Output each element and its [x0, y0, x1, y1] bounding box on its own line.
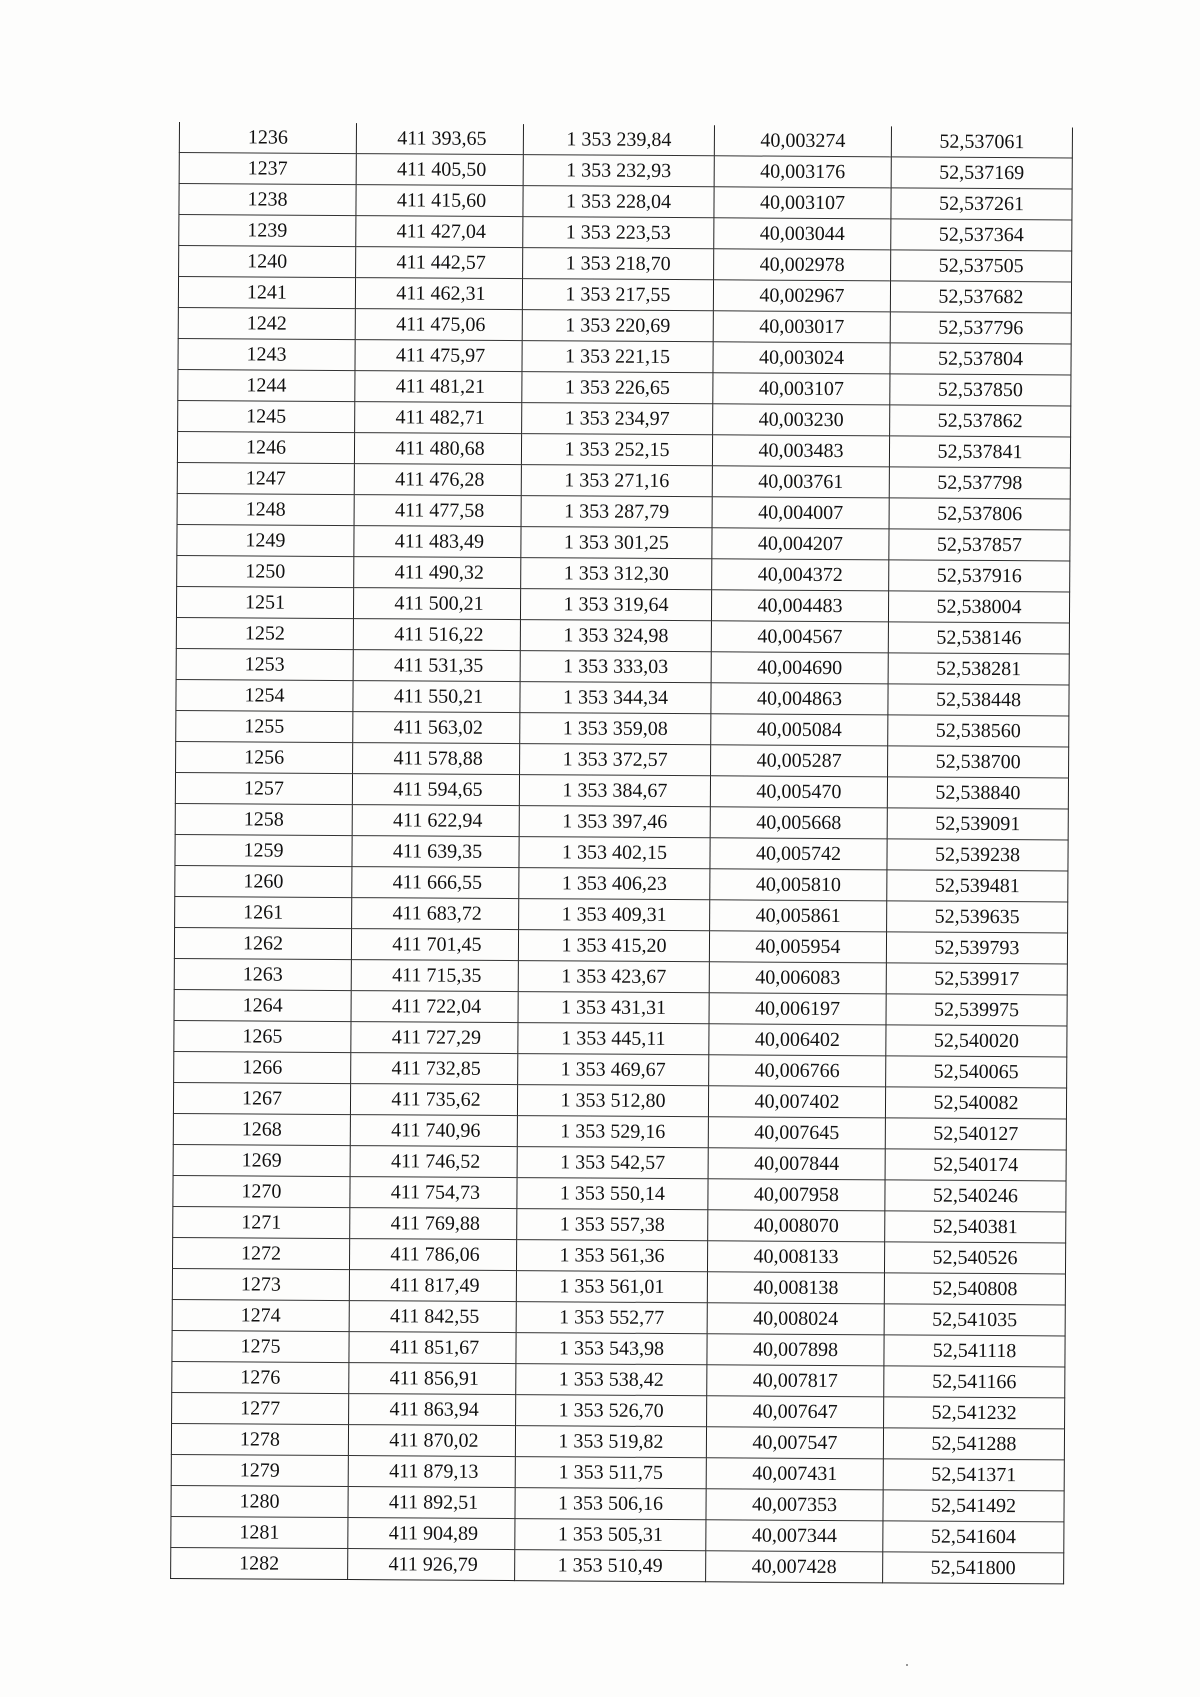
y-coordinate-cell: 1 353 359,08: [520, 713, 711, 745]
longitude-cell: 52,538700: [888, 746, 1069, 778]
x-coordinate-cell: 411 405,50: [356, 154, 523, 186]
latitude-cell: 40,007344: [706, 1520, 883, 1552]
x-coordinate-cell: 411 851,67: [349, 1332, 516, 1364]
point-number-cell: 1262: [174, 927, 351, 959]
y-coordinate-cell: 1 353 223,53: [523, 217, 714, 249]
longitude-cell: 52,540526: [884, 1242, 1065, 1274]
y-coordinate-cell: 1 353 301,25: [521, 527, 712, 559]
point-number-cell: 1269: [173, 1144, 350, 1176]
latitude-cell: 40,008024: [707, 1303, 884, 1335]
longitude-cell: 52,539481: [887, 870, 1068, 902]
y-coordinate-cell: 1 353 506,16: [515, 1488, 706, 1520]
longitude-cell: 52,539091: [887, 808, 1068, 840]
latitude-cell: 40,008138: [707, 1272, 884, 1304]
x-coordinate-cell: 411 476,28: [354, 464, 521, 496]
x-coordinate-cell: 411 482,71: [355, 402, 522, 434]
longitude-cell: 52,540127: [885, 1118, 1066, 1150]
y-coordinate-cell: 1 353 431,31: [518, 992, 709, 1024]
y-coordinate-cell: 1 353 557,38: [517, 1209, 708, 1241]
x-coordinate-cell: 411 746,52: [350, 1146, 517, 1178]
point-number-cell: 1239: [179, 215, 356, 247]
latitude-cell: 40,005861: [710, 900, 887, 932]
latitude-cell: 40,006197: [709, 993, 886, 1025]
point-number-cell: 1252: [176, 617, 353, 649]
longitude-cell: 52,537841: [889, 436, 1070, 468]
latitude-cell: 40,003176: [714, 156, 891, 188]
latitude-cell: 40,007428: [706, 1551, 883, 1583]
latitude-cell: 40,007898: [707, 1334, 884, 1366]
x-coordinate-cell: 411 415,60: [356, 185, 523, 217]
latitude-cell: 40,004007: [712, 497, 889, 529]
longitude-cell: 52,540020: [886, 1025, 1067, 1057]
latitude-cell: 40,007958: [708, 1179, 885, 1211]
x-coordinate-cell: 411 442,57: [356, 247, 523, 279]
point-number-cell: 1249: [177, 524, 354, 556]
point-number-cell: 1273: [172, 1268, 349, 1300]
latitude-cell: 40,005742: [710, 838, 887, 870]
latitude-cell: 40,005810: [710, 869, 887, 901]
y-coordinate-cell: 1 353 529,16: [517, 1116, 708, 1148]
y-coordinate-cell: 1 353 561,36: [516, 1240, 707, 1272]
point-number-cell: 1261: [175, 896, 352, 928]
longitude-cell: 52,537682: [890, 281, 1071, 313]
x-coordinate-cell: 411 842,55: [349, 1301, 516, 1333]
y-coordinate-cell: 1 353 239,84: [523, 124, 714, 156]
x-coordinate-cell: 411 477,58: [354, 495, 521, 527]
x-coordinate-cell: 411 722,04: [351, 991, 518, 1023]
longitude-cell: 52,541800: [883, 1552, 1064, 1584]
point-number-cell: 1245: [178, 400, 355, 432]
point-number-cell: 1242: [178, 307, 355, 339]
longitude-cell: 52,537364: [891, 219, 1072, 251]
longitude-cell: 52,538004: [888, 591, 1069, 623]
longitude-cell: 52,540082: [885, 1087, 1066, 1119]
point-number-cell: 1272: [172, 1237, 349, 1269]
coordinates-table-body: [171, 122, 1073, 1584]
x-coordinate-cell: 411 639,35: [352, 836, 519, 868]
latitude-cell: 40,003230: [713, 404, 890, 436]
latitude-cell: 40,006083: [709, 962, 886, 994]
latitude-cell: 40,002967: [713, 280, 890, 312]
y-coordinate-cell: 1 353 344,34: [520, 682, 711, 714]
longitude-cell: 52,541288: [883, 1428, 1064, 1460]
longitude-cell: 52,539635: [887, 901, 1068, 933]
longitude-cell: 52,540174: [885, 1149, 1066, 1181]
longitude-cell: 52,540808: [884, 1273, 1065, 1305]
latitude-cell: 40,004567: [711, 621, 888, 653]
x-coordinate-cell: 411 817,49: [349, 1270, 516, 1302]
y-coordinate-cell: 1 353 218,70: [523, 248, 714, 280]
x-coordinate-cell: 411 500,21: [353, 588, 520, 620]
longitude-cell: 52,541118: [884, 1335, 1065, 1367]
longitude-cell: 52,537862: [890, 405, 1071, 437]
longitude-cell: 52,538281: [888, 653, 1069, 685]
latitude-cell: 40,005084: [711, 714, 888, 746]
point-number-cell: 1280: [171, 1485, 348, 1517]
point-number-cell: 1251: [176, 586, 353, 618]
y-coordinate-cell: 1 353 384,67: [519, 775, 710, 807]
x-coordinate-cell: 411 666,55: [352, 867, 519, 899]
latitude-cell: 40,007645: [708, 1117, 885, 1149]
x-coordinate-cell: 411 740,96: [350, 1115, 517, 1147]
latitude-cell: 40,008133: [707, 1241, 884, 1273]
point-number-cell: 1250: [177, 555, 354, 587]
point-number-cell: 1259: [175, 834, 352, 866]
longitude-cell: 52,540246: [885, 1180, 1066, 1212]
longitude-cell: 52,538840: [887, 777, 1068, 809]
y-coordinate-cell: 1 353 526,70: [516, 1395, 707, 1427]
longitude-cell: 52,537505: [891, 250, 1072, 282]
x-coordinate-cell: 411 531,35: [353, 650, 520, 682]
point-number-cell: 1241: [178, 277, 355, 309]
y-coordinate-cell: 1 353 519,82: [515, 1426, 706, 1458]
point-number-cell: 1236: [179, 122, 356, 154]
point-number-cell: 1271: [173, 1206, 350, 1238]
x-coordinate-cell: 411 769,88: [350, 1208, 517, 1240]
x-coordinate-cell: 411 427,04: [356, 216, 523, 248]
point-number-cell: 1255: [176, 710, 353, 742]
point-number-cell: 1275: [172, 1330, 349, 1362]
point-number-cell: 1263: [174, 958, 351, 990]
x-coordinate-cell: 411 481,21: [355, 371, 522, 403]
y-coordinate-cell: 1 353 552,77: [516, 1302, 707, 1334]
x-coordinate-cell: 411 786,06: [349, 1239, 516, 1271]
y-coordinate-cell: 1 353 561,01: [516, 1271, 707, 1303]
latitude-cell: 40,002978: [714, 249, 891, 281]
latitude-cell: 40,003044: [714, 218, 891, 250]
y-coordinate-cell: 1 353 511,75: [515, 1457, 706, 1489]
x-coordinate-cell: 411 732,85: [351, 1053, 518, 1085]
point-number-cell: 1237: [179, 153, 356, 185]
latitude-cell: 40,007817: [707, 1365, 884, 1397]
latitude-cell: 40,005287: [711, 745, 888, 777]
y-coordinate-cell: 1 353 333,03: [520, 651, 711, 683]
longitude-cell: 52,538560: [888, 715, 1069, 747]
longitude-cell: 52,538448: [888, 684, 1069, 716]
longitude-cell: 52,537169: [891, 157, 1072, 189]
x-coordinate-cell: 411 622,94: [352, 805, 519, 837]
y-coordinate-cell: 1 353 415,20: [518, 930, 709, 962]
latitude-cell: 40,005470: [710, 776, 887, 808]
x-coordinate-cell: 411 701,45: [351, 929, 518, 961]
y-coordinate-cell: 1 353 324,98: [520, 620, 711, 652]
longitude-cell: 52,538146: [888, 622, 1069, 654]
point-number-cell: 1243: [178, 338, 355, 370]
latitude-cell: 40,003017: [713, 311, 890, 343]
x-coordinate-cell: 411 683,72: [352, 898, 519, 930]
x-coordinate-cell: 411 892,51: [348, 1487, 515, 1519]
y-coordinate-cell: 1 353 312,30: [521, 558, 712, 590]
y-coordinate-cell: 1 353 252,15: [521, 434, 712, 466]
latitude-cell: 40,004690: [711, 652, 888, 684]
y-coordinate-cell: 1 353 402,15: [519, 837, 710, 869]
y-coordinate-cell: 1 353 538,42: [516, 1364, 707, 1396]
latitude-cell: 40,003024: [713, 342, 890, 374]
y-coordinate-cell: 1 353 221,15: [522, 341, 713, 373]
y-coordinate-cell: 1 353 220,69: [522, 310, 713, 342]
y-coordinate-cell: 1 353 542,57: [517, 1147, 708, 1179]
longitude-cell: 52,537850: [890, 374, 1071, 406]
scan-speck: [906, 1664, 908, 1666]
longitude-cell: 52,541492: [883, 1490, 1064, 1522]
point-number-cell: 1257: [175, 772, 352, 804]
longitude-cell: 52,539917: [886, 963, 1067, 995]
y-coordinate-cell: 1 353 319,64: [520, 589, 711, 621]
longitude-cell: 52,541232: [884, 1397, 1065, 1429]
x-coordinate-cell: 411 475,06: [355, 309, 522, 341]
longitude-cell: 52,540381: [885, 1211, 1066, 1243]
longitude-cell: 52,537806: [889, 498, 1070, 530]
x-coordinate-cell: 411 578,88: [353, 743, 520, 775]
latitude-cell: 40,005668: [710, 807, 887, 839]
x-coordinate-cell: 411 904,89: [348, 1518, 515, 1550]
latitude-cell: 40,004483: [711, 590, 888, 622]
point-number-cell: 1281: [171, 1516, 348, 1548]
y-coordinate-cell: 1 353 234,97: [522, 403, 713, 435]
table-row: [171, 1547, 1064, 1583]
y-coordinate-cell: 1 353 232,93: [523, 155, 714, 187]
y-coordinate-cell: 1 353 512,80: [517, 1085, 708, 1117]
x-coordinate-cell: 411 480,68: [354, 433, 521, 465]
latitude-cell: 40,004863: [711, 683, 888, 715]
x-coordinate-cell: 411 490,32: [354, 557, 521, 589]
y-coordinate-cell: 1 353 217,55: [522, 279, 713, 311]
point-number-cell: 1238: [179, 184, 356, 216]
point-number-cell: 1274: [172, 1299, 349, 1331]
point-number-cell: 1248: [177, 493, 354, 525]
longitude-cell: 52,537798: [889, 467, 1070, 499]
longitude-cell: 52,541166: [884, 1366, 1065, 1398]
longitude-cell: 52,537061: [891, 126, 1072, 158]
longitude-cell: 52,537796: [890, 312, 1071, 344]
latitude-cell: 40,003107: [714, 187, 891, 219]
x-coordinate-cell: 411 550,21: [353, 681, 520, 713]
y-coordinate-cell: 1 353 271,16: [521, 465, 712, 497]
y-coordinate-cell: 1 353 372,57: [520, 744, 711, 776]
x-coordinate-cell: 411 754,73: [350, 1177, 517, 1209]
y-coordinate-cell: 1 353 409,31: [519, 899, 710, 931]
latitude-cell: 40,006402: [709, 1024, 886, 1056]
x-coordinate-cell: 411 483,49: [354, 526, 521, 558]
y-coordinate-cell: 1 353 406,23: [519, 868, 710, 900]
longitude-cell: 52,540065: [886, 1056, 1067, 1088]
x-coordinate-cell: 411 863,94: [349, 1394, 516, 1426]
latitude-cell: 40,007844: [708, 1148, 885, 1180]
point-number-cell: 1260: [175, 865, 352, 897]
point-number-cell: 1267: [173, 1082, 350, 1114]
longitude-cell: 52,541604: [883, 1521, 1064, 1553]
x-coordinate-cell: 411 870,02: [348, 1425, 515, 1457]
point-number-cell: 1258: [175, 803, 352, 835]
y-coordinate-cell: 1 353 228,04: [523, 186, 714, 218]
latitude-cell: 40,008070: [708, 1210, 885, 1242]
point-number-cell: 1256: [176, 741, 353, 773]
longitude-cell: 52,541371: [883, 1459, 1064, 1491]
y-coordinate-cell: 1 353 445,11: [518, 1023, 709, 1055]
point-number-cell: 1270: [173, 1175, 350, 1207]
point-number-cell: 1276: [172, 1361, 349, 1393]
longitude-cell: 52,537261: [891, 188, 1072, 220]
y-coordinate-cell: 1 353 505,31: [515, 1519, 706, 1551]
point-number-cell: 1277: [172, 1392, 349, 1424]
y-coordinate-cell: 1 353 550,14: [517, 1178, 708, 1210]
latitude-cell: 40,005954: [709, 931, 886, 963]
point-number-cell: 1240: [179, 246, 356, 278]
y-coordinate-cell: 1 353 510,49: [515, 1550, 706, 1582]
latitude-cell: 40,007402: [708, 1086, 885, 1118]
x-coordinate-cell: 411 856,91: [349, 1363, 516, 1395]
x-coordinate-cell: 411 563,02: [353, 712, 520, 744]
longitude-cell: 52,539975: [886, 994, 1067, 1026]
point-number-cell: 1282: [171, 1547, 348, 1579]
point-number-cell: 1254: [176, 679, 353, 711]
longitude-cell: 52,537857: [889, 529, 1070, 561]
point-number-cell: 1268: [173, 1113, 350, 1145]
point-number-cell: 1279: [171, 1454, 348, 1486]
latitude-cell: 40,007647: [707, 1396, 884, 1428]
latitude-cell: 40,004207: [712, 528, 889, 560]
point-number-cell: 1246: [177, 431, 354, 463]
latitude-cell: 40,003274: [714, 125, 891, 157]
latitude-cell: 40,004372: [712, 559, 889, 591]
longitude-cell: 52,539793: [886, 932, 1067, 964]
point-number-cell: 1244: [178, 369, 355, 401]
coordinates-table: [170, 122, 1073, 1584]
point-number-cell: 1266: [174, 1051, 351, 1083]
x-coordinate-cell: 411 926,79: [348, 1549, 515, 1581]
latitude-cell: 40,007353: [706, 1489, 883, 1521]
latitude-cell: 40,007547: [706, 1427, 883, 1459]
x-coordinate-cell: 411 516,22: [353, 619, 520, 651]
point-number-cell: 1278: [171, 1423, 348, 1455]
x-coordinate-cell: 411 393,65: [356, 123, 523, 155]
latitude-cell: 40,003107: [713, 373, 890, 405]
latitude-cell: 40,007431: [706, 1458, 883, 1490]
longitude-cell: 52,541035: [884, 1304, 1065, 1336]
point-number-cell: 1265: [174, 1020, 351, 1052]
y-coordinate-cell: 1 353 469,67: [518, 1054, 709, 1086]
point-number-cell: 1247: [177, 462, 354, 494]
longitude-cell: 52,539238: [887, 839, 1068, 871]
x-coordinate-cell: 411 475,97: [355, 340, 522, 372]
y-coordinate-cell: 1 353 287,79: [521, 496, 712, 528]
point-number-cell: 1253: [176, 648, 353, 680]
y-coordinate-cell: 1 353 397,46: [519, 806, 710, 838]
latitude-cell: 40,006766: [709, 1055, 886, 1087]
latitude-cell: 40,003761: [712, 466, 889, 498]
x-coordinate-cell: 411 594,65: [352, 774, 519, 806]
point-number-cell: 1264: [174, 989, 351, 1021]
latitude-cell: 40,003483: [712, 435, 889, 467]
x-coordinate-cell: 411 879,13: [348, 1456, 515, 1488]
x-coordinate-cell: 411 727,29: [351, 1022, 518, 1054]
x-coordinate-cell: 411 462,31: [355, 278, 522, 310]
y-coordinate-cell: 1 353 423,67: [518, 961, 709, 993]
y-coordinate-cell: 1 353 543,98: [516, 1333, 707, 1365]
longitude-cell: 52,537916: [889, 560, 1070, 592]
longitude-cell: 52,537804: [890, 343, 1071, 375]
x-coordinate-cell: 411 715,35: [351, 960, 518, 992]
y-coordinate-cell: 1 353 226,65: [522, 372, 713, 404]
x-coordinate-cell: 411 735,62: [350, 1084, 517, 1116]
